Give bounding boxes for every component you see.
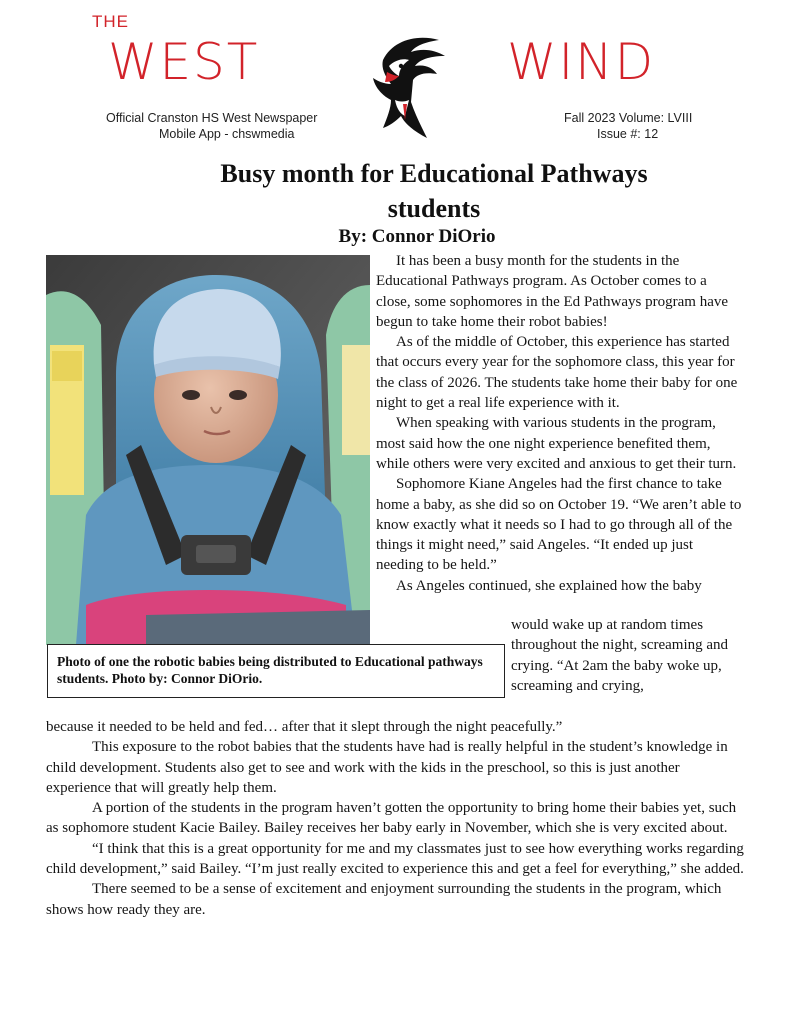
byline: By: Connor DiOrio <box>338 226 496 247</box>
paragraph: It has been a busy month for the students in the Educational Pathways program. As October comes to a close, some sophomores in the Ed Pathways program have begun to take home their robot babies! <box>376 253 729 330</box>
masthead-wind: WIND <box>507 33 656 91</box>
paragraph: A portion of the students in the program haven’t gotten the opportunity to bring home their babies yet, such as sophomore student Kacie Bailey. Bailey receives her baby early in November, which she is very excited about. <box>46 800 737 837</box>
headline-line-1: Busy month for Educational Pathways <box>220 159 648 188</box>
paragraph: This exposure to the robot babies that the students have had is really helpful in the student’s knowledge in child development. Students also get to see and work with the kids in the preschool, so this is just another experience that will greatly help them. <box>46 739 728 796</box>
robot-baby-photo <box>46 255 370 645</box>
paragraph: As of the middle of October, this experience has started that occurs every year for the sophomore class, this year for the class of 2026. The students take home their baby for one night to get a real life experience with it. <box>376 334 738 412</box>
paragraph-continuation: because it needed to be held and fed… after that it slept through the night peacefully.” <box>46 719 563 735</box>
falcon-logo <box>365 30 447 142</box>
paragraph: There seemed to be a sense of excitement and enjoyment surrounding the students in the program, which shows how ready they are. <box>46 881 722 918</box>
paragraph: “I think that this is a great opportunity for me and my classmates just to see how everything works regarding child development,” said Bailey. “I’m just really excited to experience this and get a feel for everything,” she added. <box>46 840 744 878</box>
photo-caption: Photo of one the robotic babies being distributed to Educational pathways students. Photo by: Connor DiOrio. <box>47 644 505 698</box>
headline-line-2: students <box>387 194 481 223</box>
paragraph: When speaking with various students in the program, most said how the one night experience benefited them, while others were very excited and anxious to get their turn. <box>376 415 737 472</box>
masthead-west: WEST <box>108 33 260 91</box>
masthead-the: THE <box>92 12 129 31</box>
paragraph-continuation: would wake up at random times throughout the night, screaming and crying. “At 2am the baby woke up, screaming and crying, <box>511 617 729 694</box>
paragraph: As Angeles continued, she explained how the baby <box>396 577 702 594</box>
volume-line: Fall 2023 Volume: LVIII <box>564 111 693 125</box>
newspaper-subtitle: Official Cranston HS West Newspaper <box>106 111 318 125</box>
mobile-app-line: Mobile App - chswmedia <box>159 127 295 141</box>
article-column-full <box>46 717 746 920</box>
article-column-right <box>376 251 742 596</box>
article-headline <box>160 156 708 226</box>
issue-line: Issue #: 12 <box>597 127 659 141</box>
article-column-wrap <box>511 615 743 696</box>
paragraph: Sophomore Kiane Angeles had the first chance to take home a baby, as she did so on October 19. “We aren’t able to know exactly what it needs so I had to go through all of the things it might need,” said Angeles. “It ended up just needing to be held.” <box>376 476 742 574</box>
